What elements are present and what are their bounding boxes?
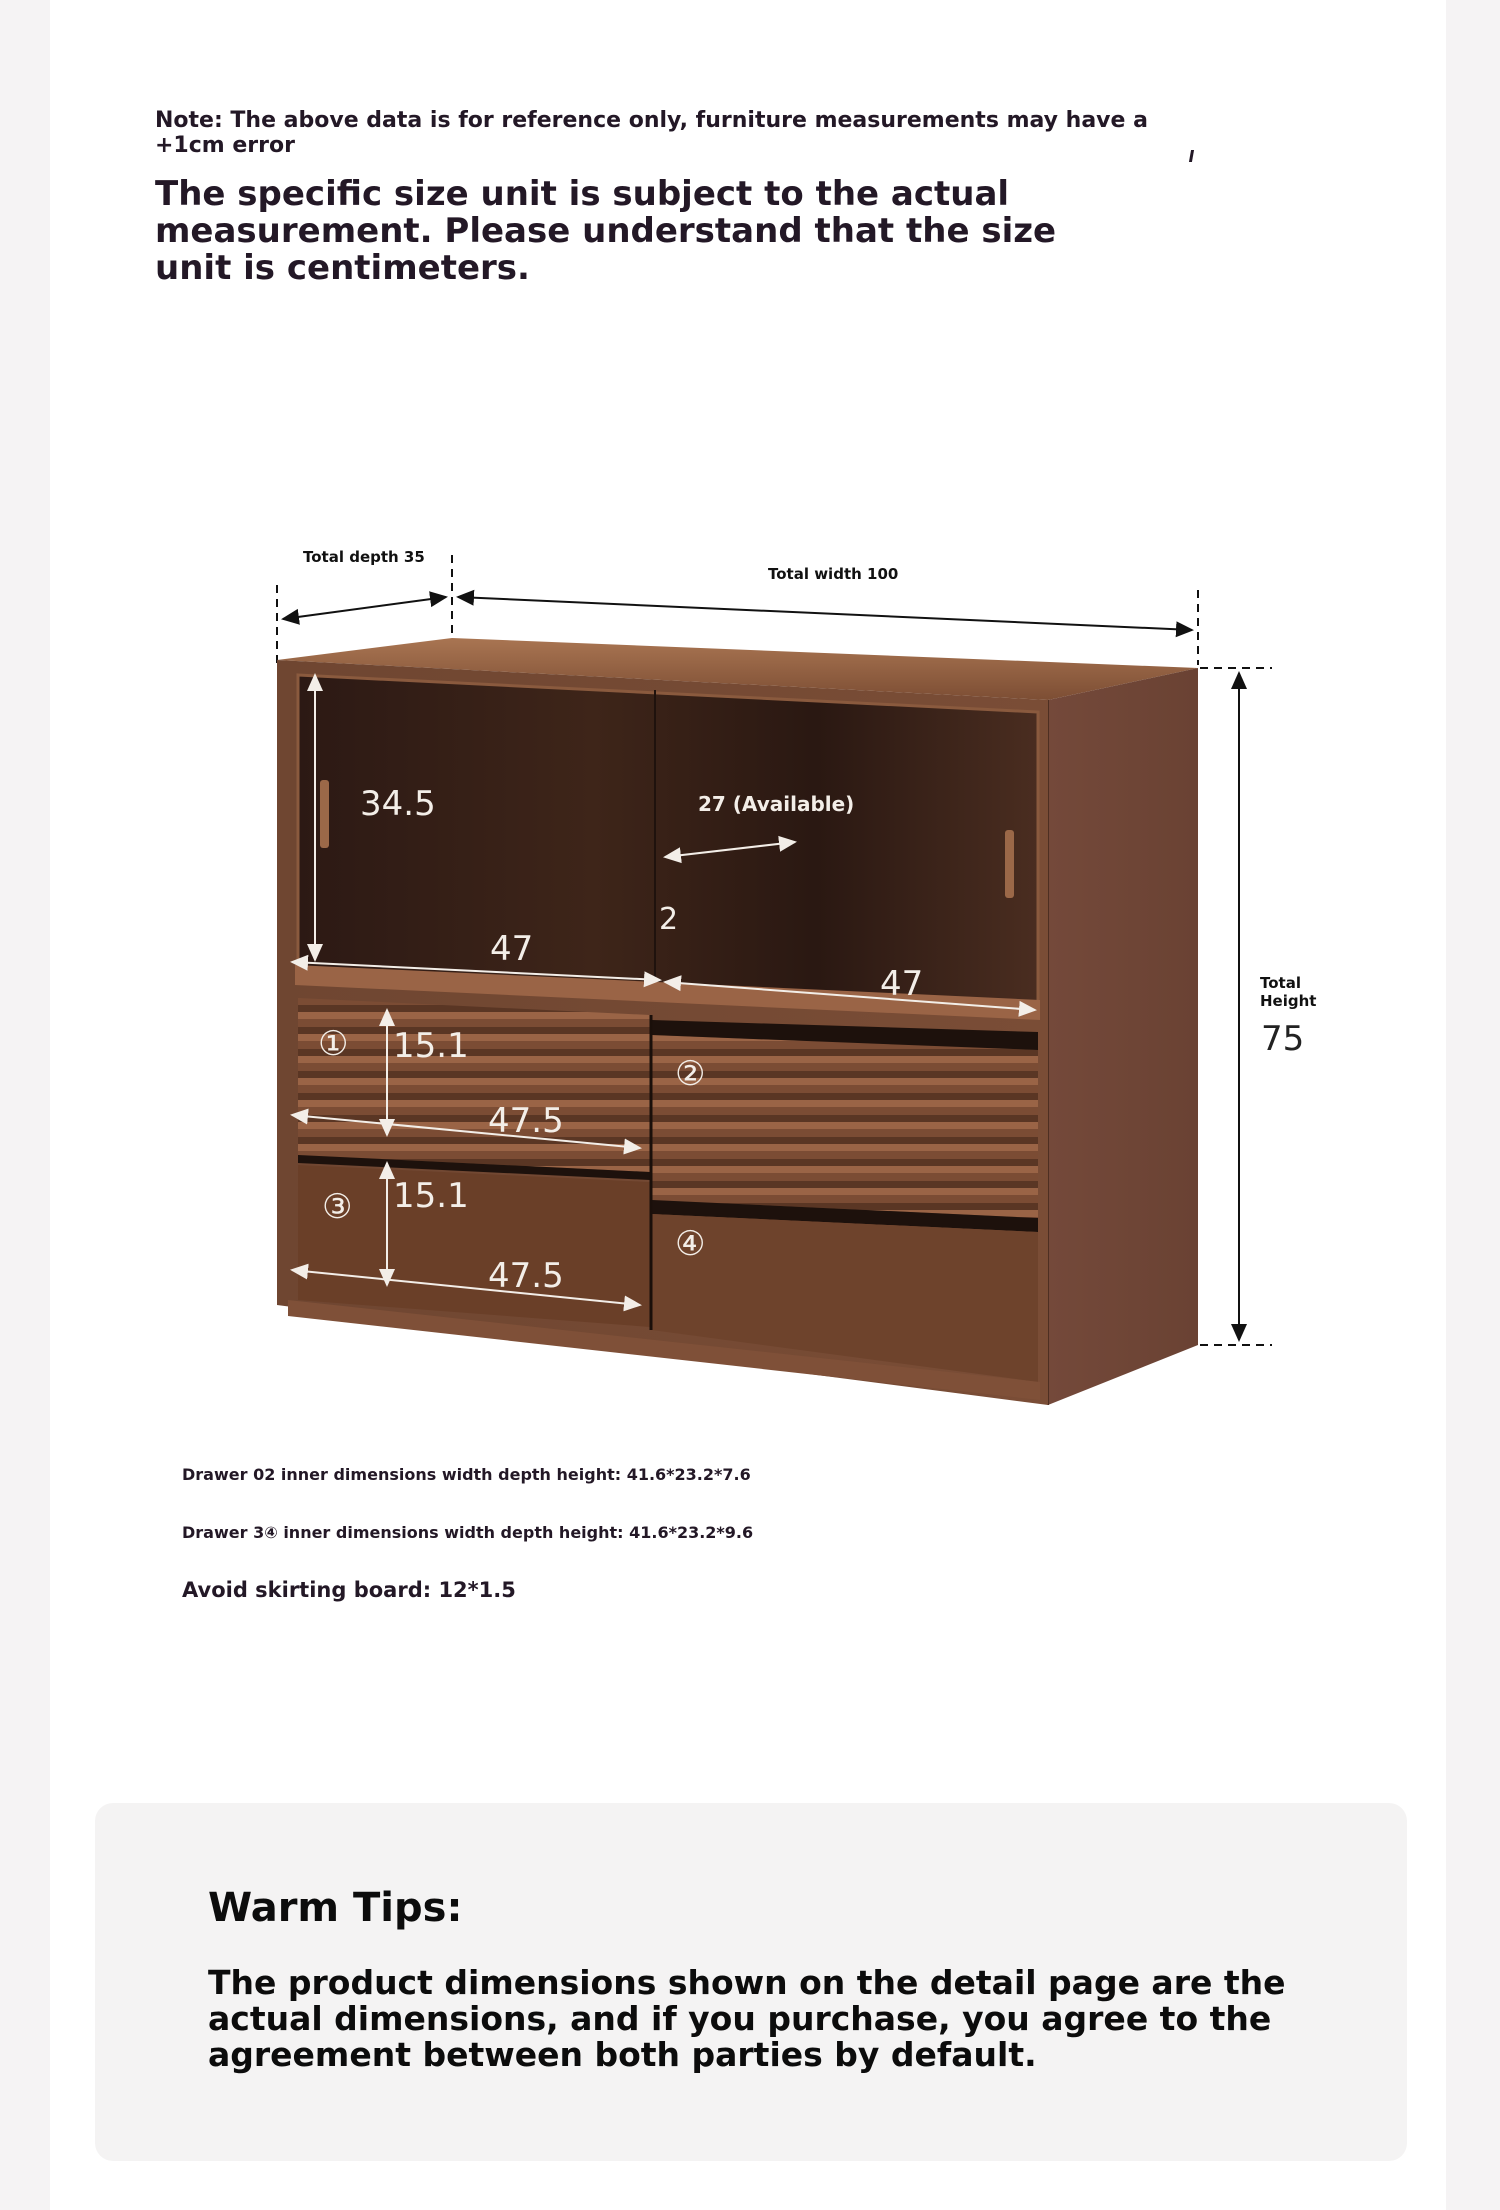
- warm-tips-body: The product dimensions shown on the detail page are the actual dimensions, and if you purchase, you agree to the agreement between both parties by default.: [208, 1963, 1286, 2074]
- drawer4-number: ④: [675, 1224, 706, 1264]
- upper-height-label: 34.5: [360, 784, 436, 824]
- upper-left-width-label: 47: [490, 929, 534, 969]
- cabinet-illustration: [277, 638, 1198, 1405]
- available-space-label: 27 (Available): [698, 792, 855, 816]
- unit-note: The specific size unit is subject to the actual measurement. Please understand that the size unit is centimeters.: [155, 174, 1057, 288]
- drawer3-height-label: 15.1: [393, 1176, 469, 1216]
- drawer3-width-label: 47.5: [488, 1256, 564, 1296]
- drawer-34-spec: Drawer 3④ inner dimensions width depth height: 41.6*23.2*9.6: [182, 1523, 754, 1542]
- drawer-12-spec: Drawer 02 inner dimensions width depth height: 41.6*23.2*7.6: [182, 1465, 751, 1484]
- total-height-label-2: Height: [1260, 992, 1317, 1010]
- total-width-label: Total width 100: [768, 565, 899, 583]
- drawer1-height-label: 15.1: [393, 1026, 469, 1066]
- gap-label: 2: [659, 902, 679, 937]
- total-height-value: 75: [1261, 1019, 1305, 1059]
- upper-right-width-label: 47: [880, 964, 924, 1004]
- total-depth-label: Total depth 35: [303, 548, 425, 566]
- warm-tips-panel: [95, 1803, 1407, 2161]
- measurement-note: Note: The above data is for reference only, furniture measurements may have a +1cm error: [155, 108, 1148, 158]
- total-height-label: Total: [1260, 974, 1301, 992]
- cabinet-dimension-diagram: [0, 520, 1500, 1420]
- drawer3-number: ③: [322, 1187, 353, 1227]
- drawer2-number: ②: [675, 1054, 706, 1094]
- drawer1-width-label: 47.5: [488, 1101, 564, 1141]
- drawer1-number: ①: [318, 1024, 349, 1064]
- skirting-spec: Avoid skirting board: 12*1.5: [182, 1578, 516, 1602]
- warm-tips-title: Warm Tips:: [208, 1885, 463, 1931]
